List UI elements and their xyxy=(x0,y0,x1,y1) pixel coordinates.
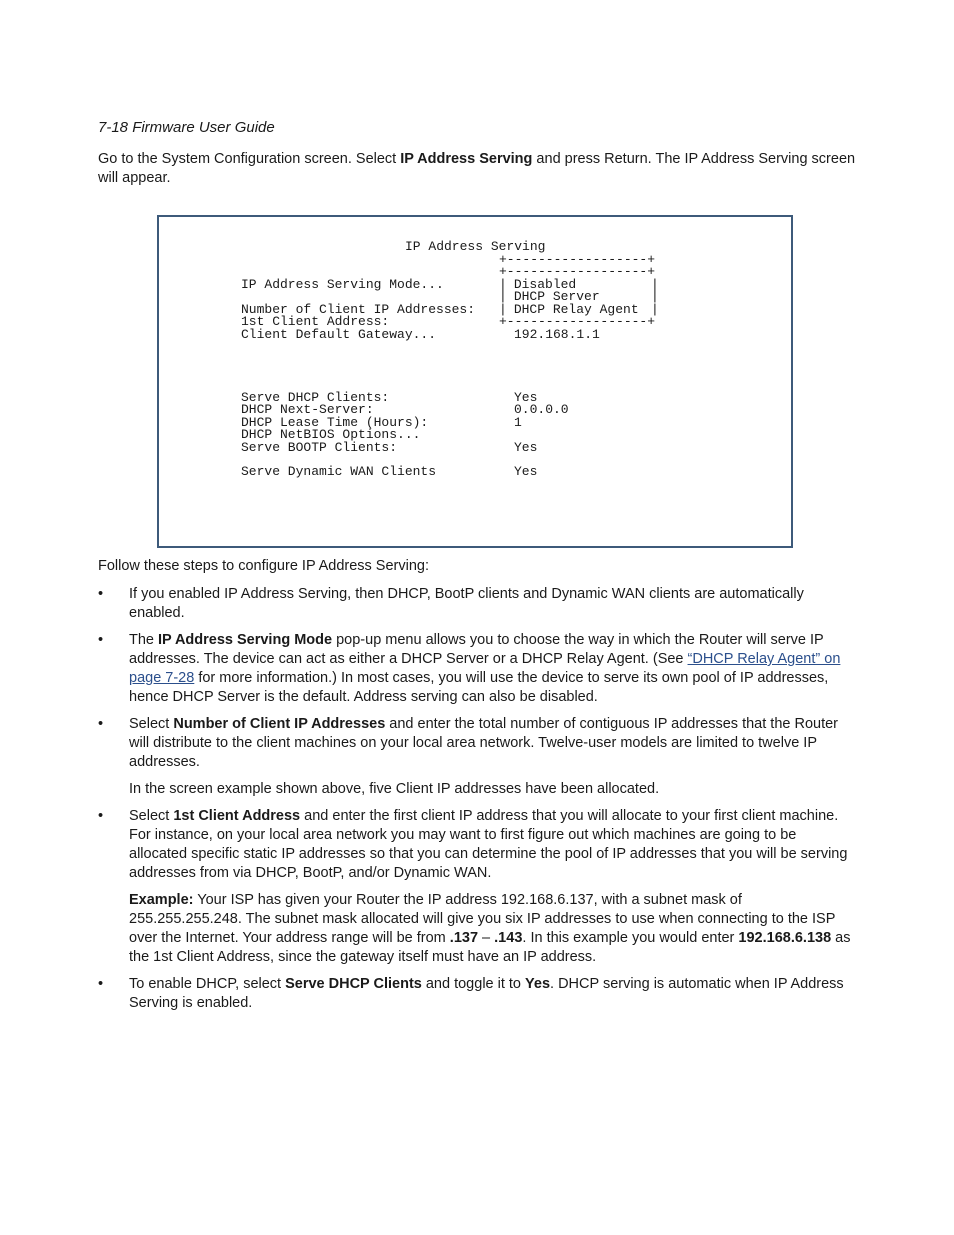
popup-border-bottom: +------------------+ xyxy=(499,314,656,329)
bullet: • xyxy=(98,716,104,732)
list-item: • To enable DHCP, select Serve DHCP Clients and toggle it to Yes. DHCP serving is automatic when IP Address Serving is enabled. xyxy=(98,976,844,1011)
sub-paragraph: In the screen example shown above, five Client IP addresses have been allocated. xyxy=(129,781,660,797)
value-lease-time: 1 xyxy=(514,415,522,430)
example-paragraph: Example: Your ISP has given your Router the IP address 192.168.6.137, with a subnet mask of 255.255.255.248. The subnet mask allocated will give you six IP addresses to use when connecting to the ISP over the Internet. Your address range will be from .137 – .143. In this example you would enter 192.168.6.138 as the 1st Client Address, since the gateway itself must have an IP address. xyxy=(129,892,851,965)
bullet: • xyxy=(98,586,104,602)
bullet: • xyxy=(98,632,104,648)
bullet: • xyxy=(98,808,104,824)
value-serve-wan: Yes xyxy=(514,464,538,479)
label-default-gateway[interactable]: Client Default Gateway... xyxy=(241,327,437,342)
popup-edge: | xyxy=(651,289,659,304)
popup-edge: | xyxy=(651,302,659,317)
dhcp-relay-agent-link[interactable]: “DHCP Relay Agent” on page 7-28 xyxy=(129,651,841,686)
label-num-client-addresses[interactable]: Number of Client IP Addresses: xyxy=(241,302,476,317)
value-serve-dhcp: Yes xyxy=(514,390,538,405)
popup-border-top: +------------------+ xyxy=(499,252,656,267)
screen-title: IP Address Serving xyxy=(405,239,546,254)
list-item: • Select Number of Client IP Addresses and enter the total number of contiguous IP addresses that the Router will distribute to the client machines on your local area network. Twelve-user models are limited to twelve IP addresses. In the screen example shown above, five Client IP addresses have been allocated. xyxy=(98,715,858,799)
steps-intro: Follow these steps to configure IP Address Serving: xyxy=(98,558,429,574)
value-default-gateway: 192.168.1.1 xyxy=(514,327,600,342)
label-next-server[interactable]: DHCP Next-Server: xyxy=(241,402,374,417)
value-serve-bootp: Yes xyxy=(514,440,538,455)
popup-option-relay-agent[interactable]: | DHCP Relay Agent xyxy=(499,302,639,317)
popup-option-dhcp-server[interactable]: | DHCP Server xyxy=(499,289,600,304)
label-lease-time[interactable]: DHCP Lease Time (Hours): xyxy=(241,415,429,430)
popup-border-top-2: +------------------+ xyxy=(499,264,656,279)
label-netbios-options[interactable]: DHCP NetBIOS Options... xyxy=(241,427,421,442)
label-serve-wan[interactable]: Serve Dynamic WAN Clients xyxy=(241,464,437,479)
terminal-screen xyxy=(157,215,793,548)
list-item: • The IP Address Serving Mode pop-up menu allows you to choose the way in which the Router will serve IP addresses. The device can act as either a DHCP Server or a DHCP Relay Agent. (See “DHCP Relay Agent” on page 7-28 for more information.) In most cases, you will use the device to serve its own pool of IP addresses, hence DHCP Server is the default. Address serving can also be disabled. xyxy=(98,632,841,705)
label-serve-dhcp[interactable]: Serve DHCP Clients: xyxy=(241,390,390,405)
label-first-client-address[interactable]: 1st Client Address: xyxy=(241,314,390,329)
page-header: 7-18 Firmware User Guide xyxy=(98,119,275,136)
popup-option-disabled[interactable]: | Disabled xyxy=(499,277,577,292)
label-serving-mode[interactable]: IP Address Serving Mode... xyxy=(241,277,444,292)
popup-edge: | xyxy=(651,277,659,292)
label-serve-bootp[interactable]: Serve BOOTP Clients: xyxy=(241,440,398,455)
steps-list xyxy=(98,585,858,1021)
list-item: • Select 1st Client Address and enter the first client IP address that you will allocate to your first client machine. For instance, on your local area network you may want to first figure out which machines are going to be allocated specific static IP addresses so that you can determine the pool of IP addresses that you will be serving addresses from via DHCP, BootP, and/or Dynamic WAN. Example: Your ISP has given your Router the IP address 192.168.6.137, with a subnet mask of 255.255.255.248. The subnet mask allocated will give you six IP addresses to use when connecting to the ISP over the Internet. Your address range will be from .137 – .143. In this example you would enter 192.168.6.138 as the 1st Client Address, since the gateway itself must have an IP address. xyxy=(98,807,858,967)
intro-paragraph: Go to the System Configuration screen. Select IP Address Serving and press Return. The IP Address Serving screen will appear. xyxy=(98,151,856,186)
bullet: • xyxy=(98,976,104,992)
value-next-server: 0.0.0.0 xyxy=(514,402,569,417)
list-item: • If you enabled IP Address Serving, then DHCP, BootP clients and Dynamic WAN clients are automatically enabled. xyxy=(98,586,804,621)
